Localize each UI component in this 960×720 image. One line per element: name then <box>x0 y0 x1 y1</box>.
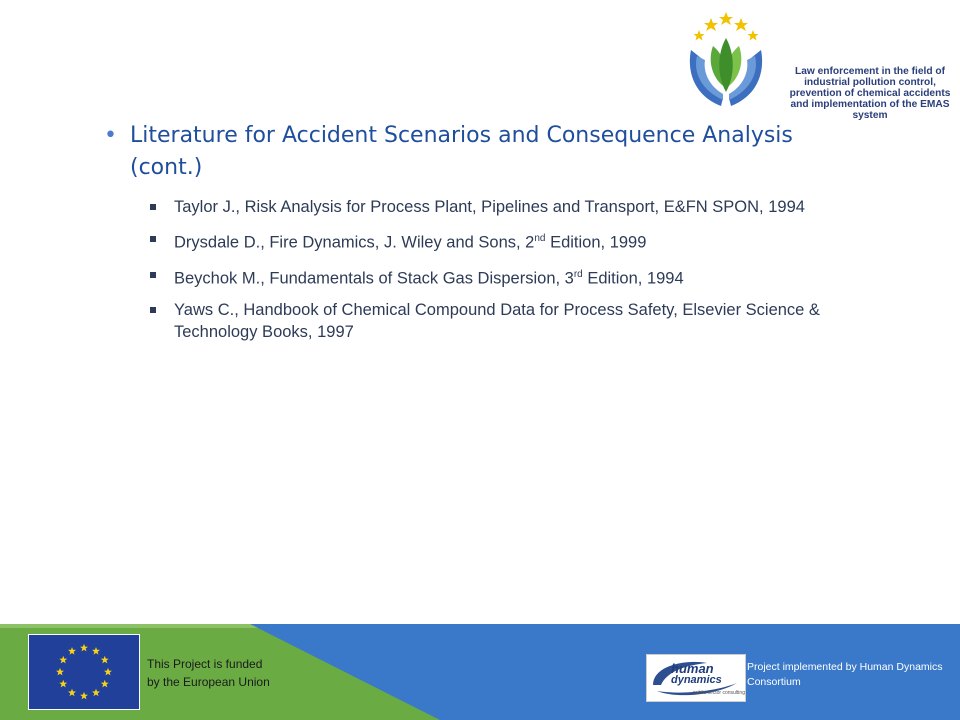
square-bullet-icon <box>150 204 156 210</box>
eu-star-icon <box>104 668 112 676</box>
square-bullet-icon <box>150 272 156 278</box>
human-dynamics-logo <box>646 654 746 702</box>
reference-text: Yaws C., Handbook of Chemical Compound Data for Process Safety, Elsevier Science & Technology Books, 1997 <box>174 301 820 341</box>
square-bullet-icon <box>150 307 156 313</box>
eu-star-icon <box>59 680 67 688</box>
project-logo-text: Law enforcement in the field of industrial pollution control, prevention of chemical accidents and implementation of the EMAS system <box>789 66 951 121</box>
ordinal-suffix: nd <box>534 233 546 244</box>
reference-list <box>104 196 844 343</box>
reference-item <box>148 196 844 218</box>
reference-text: Drysdale D., Fire Dynamics, J. Wiley and Sons, 2 <box>174 233 535 252</box>
eu-star-icon <box>68 689 76 697</box>
reference-text: Beychok M., Fundamentals of Stack Gas Dispersion, 3 <box>174 269 574 287</box>
eu-stars-icon <box>29 635 139 709</box>
project-logo <box>683 10 951 121</box>
funding-notice: This Project is funded by the European Union <box>147 657 270 689</box>
slide-title-bullet <box>104 120 844 184</box>
reference-item <box>148 299 844 343</box>
eu-star-icon <box>101 656 109 664</box>
implementation-notice: Project implemented by Human Dynamics Consortium <box>747 661 943 688</box>
reference-text: Taylor J., Risk Analysis for Process Plant, Pipelines and Transport, E&FN SPON, 1994 <box>174 198 805 216</box>
ordinal-suffix: rd <box>573 268 583 280</box>
hd-logo-tagline: public sector consulting <box>693 690 745 696</box>
eu-star-icon <box>101 680 109 688</box>
reference-text: Edition, 1994 <box>582 269 684 287</box>
slide-content <box>104 120 844 353</box>
hd-logo-word-human: human <box>671 661 714 676</box>
square-bullet-icon <box>150 236 156 242</box>
eu-flag <box>28 634 140 710</box>
slide-title: Literature for Accident Scenarios and Consequence Analysis (cont.) <box>130 123 793 180</box>
eu-star-icon <box>68 647 76 655</box>
reference-text: Edition, 1999 <box>545 233 647 252</box>
hd-logo-word-dynamics: dynamics <box>671 674 722 686</box>
reference-item <box>148 228 844 254</box>
eu-star-icon <box>80 692 88 700</box>
eu-star-icon <box>92 689 100 697</box>
bullet-dot-icon: • <box>104 123 117 148</box>
eu-star-icon <box>80 644 88 652</box>
eu-star-icon <box>56 668 64 676</box>
eu-star-icon <box>92 647 100 655</box>
eu-star-icon <box>59 656 67 664</box>
reference-item <box>148 264 844 290</box>
